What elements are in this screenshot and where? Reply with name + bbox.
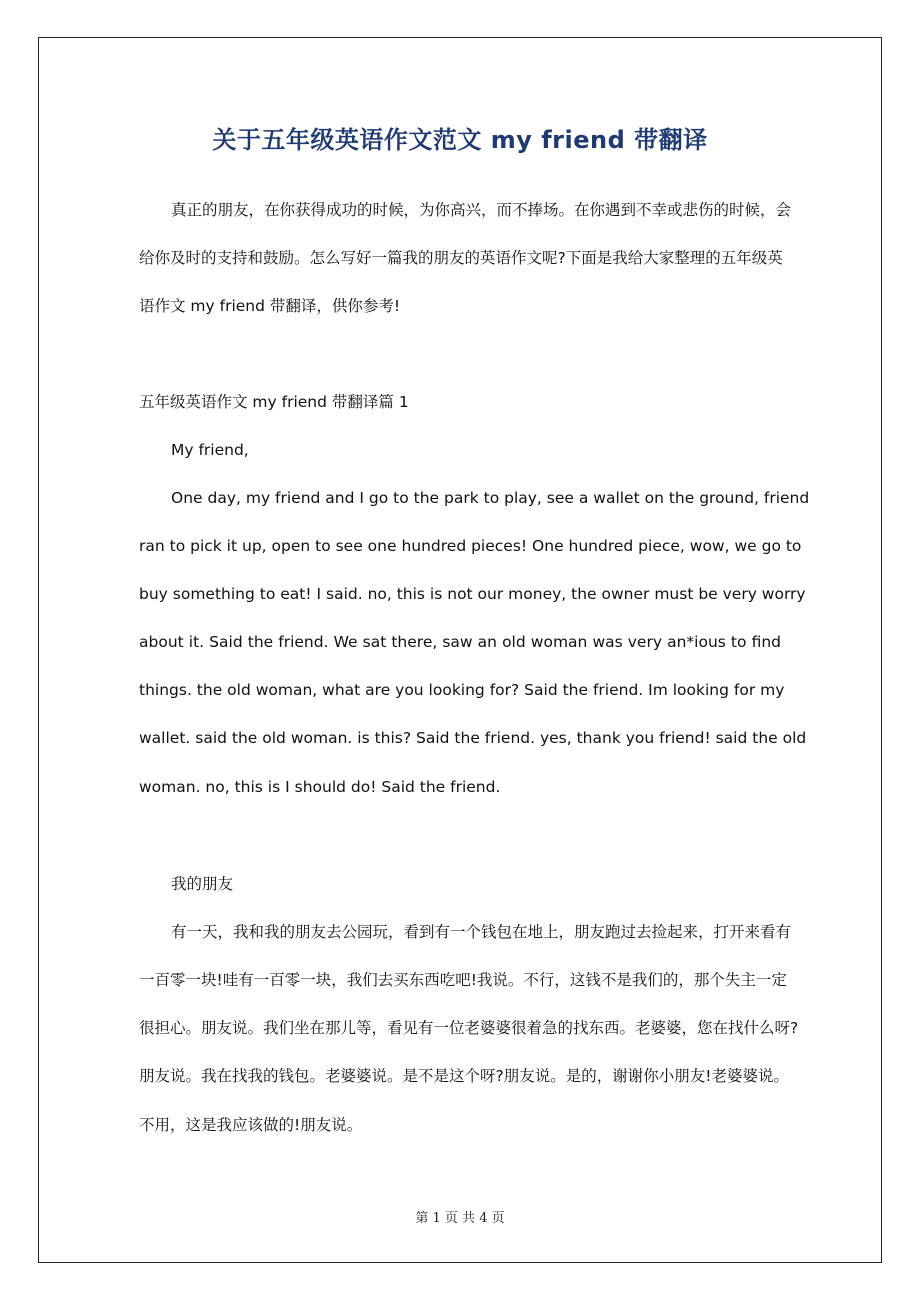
section-heading: 五年级英语作文 my friend 带翻译篇 1	[139, 393, 409, 411]
english-heading: My friend,	[171, 441, 249, 459]
chinese-line-3: 很担心。朋友说。我们坐在那儿等，看见有一位老婆婆很着急的找东西。老婆婆，您在找什么呀?	[139, 1019, 799, 1037]
english-line-7: woman. no, this is I should do! Said the friend.	[139, 778, 501, 796]
document-title: 关于五年级英语作文范文 my friend 带翻译	[212, 126, 708, 154]
intro-line-1: 真正的朋友，在你获得成功的时候，为你高兴，而不捧场。在你遇到不幸或悲伤的时候，会	[171, 201, 792, 219]
chinese-line-4: 朋友说。我在找我的钱包。老婆婆说。是不是这个呀?朋友说。是的，谢谢你小朋友!老婆婆说。	[139, 1067, 789, 1085]
english-line-1: One day, my friend and I go to the park to play, see a wallet on the ground, friend	[171, 489, 810, 507]
english-line-3: buy something to eat! I said. no, this is not our money, the owner must be very worry	[139, 585, 806, 603]
intro-line-3: 语作文 my friend 带翻译，供你参考!	[139, 297, 401, 315]
chinese-line-5: 不用，这是我应该做的!朋友说。	[139, 1116, 363, 1134]
chinese-heading: 我的朋友	[171, 875, 234, 893]
page-footer: 第 1 页 共 4 页	[415, 1211, 505, 1226]
english-line-4: about it. Said the friend. We sat there, saw an old woman was very an*ious to find	[139, 633, 781, 651]
english-line-2: ran to pick it up, open to see one hundred pieces! One hundred piece, wow, we go to	[139, 537, 802, 555]
chinese-line-2: 一百零一块!哇有一百零一块，我们去买东西吃吧!我说。不行，这钱不是我们的，那个失主一定	[139, 971, 787, 989]
english-line-6: wallet. said the old woman. is this? Said the friend. yes, thank you friend! said the old	[139, 729, 807, 747]
intro-line-2: 给你及时的支持和鼓励。怎么写好一篇我的朋友的英语作文呢?下面是我给大家整理的五年级英	[139, 249, 783, 267]
english-line-5: things. the old woman, what are you looking for? Said the friend. Im looking for my	[139, 681, 785, 699]
chinese-line-1: 有一天，我和我的朋友去公园玩，看到有一个钱包在地上，朋友跑过去捡起来，打开来看有	[171, 923, 792, 941]
